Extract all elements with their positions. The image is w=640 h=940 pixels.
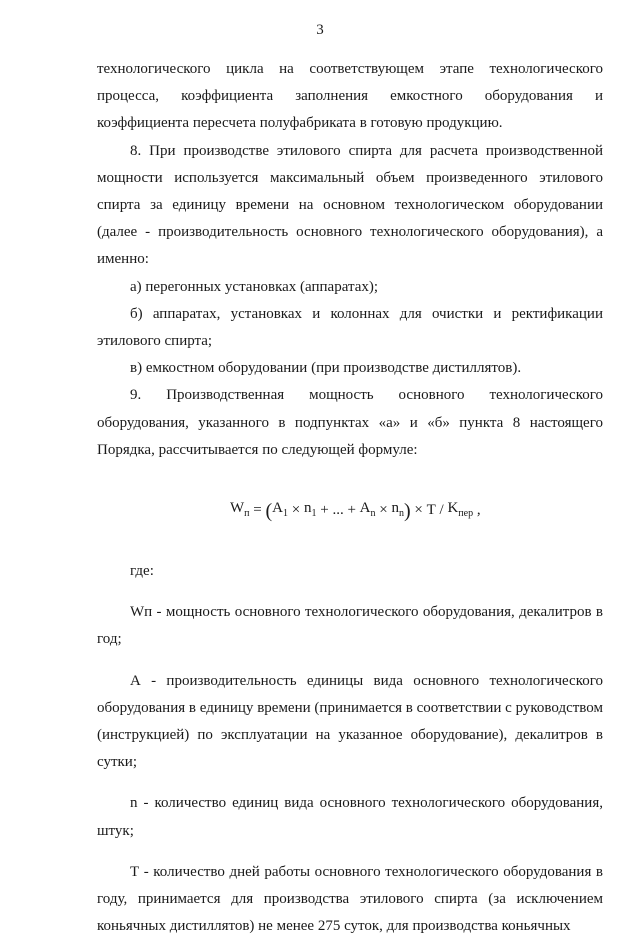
formula-slash: / — [439, 502, 444, 519]
formula-times: × — [414, 502, 423, 519]
spacer — [97, 654, 603, 668]
definition-n: n - количество единиц вида основного технологического оборудования, штук; — [97, 795, 603, 839]
formula-w: $W_п$ — [230, 499, 250, 519]
page-number: 3 — [316, 22, 324, 38]
formula-a1: $A_1$ — [272, 499, 289, 519]
list-item-a: а) перегонных установках (аппаратах); — [130, 278, 379, 295]
list-item-b: б) аппаратах, установках и колоннах для очистки и ректификации этилового спирта; — [97, 305, 603, 350]
list-item-v: в) емкостном оборудовании (при производстве дистиллятов). — [130, 360, 522, 377]
definition-a: А - производительность единицы вида основного технологического оборудования в единицу времени (принимается в соответствии с руководством (инструкцией) по эксплуатации на указанное оборудование), декалитров в сутки; — [97, 672, 603, 771]
paragraph-point-9: 9. Производственная мощность основного технологического оборудования, указанного в подпунктах «а» и «б» пункта 8 настоящего Порядка, рассчитывается по следующей формуле: — [97, 387, 603, 458]
formula-k: $K_{пер}$ — [447, 499, 474, 519]
formula-comma: , — [476, 502, 481, 519]
paragraph-continuation: технологического цикла на соответствующем этапе технологического процесса, коэффициента заполнения емкостного оборудования и коэффициента пересчета полуфабриката в готовую продукцию. — [97, 61, 603, 132]
formula-times: × — [379, 502, 388, 519]
formula-times: × — [291, 502, 301, 519]
formula-open-paren: ( — [265, 500, 273, 523]
spacer — [97, 585, 603, 599]
formula-t: T — [426, 502, 436, 519]
formula-nn: $n_n$ — [391, 499, 404, 519]
definition-t: Т - количество дней работы основного технологического оборудования в году, принимается для производства этилового спирта (за исключением коньячных дистиллятов) не менее 275 суток, для производства коньячных — [97, 863, 603, 935]
spacer — [97, 845, 603, 859]
definition-w: Wп - мощность основного технологического оборудования, декалитров в год; — [97, 604, 603, 648]
where-label: где: — [130, 563, 154, 580]
document-body — [97, 56, 603, 940]
formula-close-paren: ) — [403, 500, 411, 523]
spacer — [97, 776, 603, 790]
formula-an: $A_n$ — [359, 499, 376, 519]
formula-plus-ellipsis: + ... + — [320, 502, 356, 519]
paragraph-point-8: 8. При производстве этилового спирта для расчета производственной мощности используется максимальный объем произведенного этилового спирта за единицу времени на основном технологическом оборудовании (далее - производительность основного технологического оборудования), а именно: — [97, 142, 603, 268]
capacity-formula — [97, 464, 603, 558]
formula-equals: = — [253, 502, 262, 519]
formula-n1: $n_1$ — [303, 499, 317, 519]
